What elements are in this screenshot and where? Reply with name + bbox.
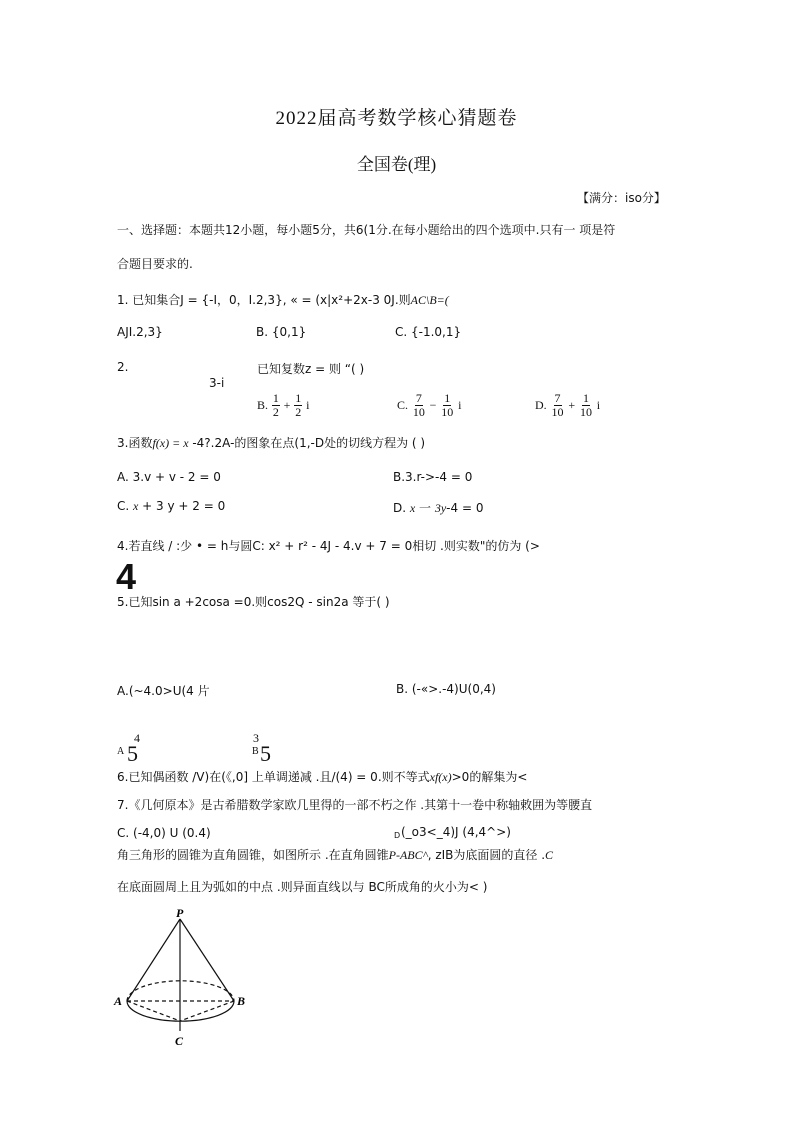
term: 3y xyxy=(434,501,447,515)
numerator: 1 xyxy=(582,391,589,405)
q2-d-frac2 xyxy=(579,392,593,419)
q1-option-c: C. {-1.0,1} xyxy=(395,325,462,339)
imaginary-unit: i xyxy=(596,398,601,412)
question-3-prefix: 3.函数 xyxy=(117,436,153,450)
score-label: 【满分：iso分】 xyxy=(577,191,666,205)
question-3-function: f(x) = x xyxy=(152,436,189,450)
q3-d-label: D. xyxy=(393,501,410,515)
question-1 xyxy=(117,291,449,308)
q2-option-b-label: B. xyxy=(257,398,269,412)
imaginary-unit: i xyxy=(458,398,462,412)
question-7-line2-prefix: 角三角形的圆锥为直角圆锥，如图所示 .在直角圆锥 xyxy=(117,848,389,862)
vertex-b-label: B xyxy=(237,994,246,1008)
q1-option-a: AJI.2,3} xyxy=(117,325,163,339)
denominator: 10 xyxy=(579,405,592,419)
q2-option-b xyxy=(257,392,309,419)
denominator: 10 xyxy=(441,405,454,419)
question-2-denominator: 3-i xyxy=(209,376,225,390)
question-6-expression: xf(x) xyxy=(429,770,452,784)
q5-option-a-numerator: 4 xyxy=(134,731,140,745)
question-7-line1: 7.《几何原本》是古希腊数学家欧几里得的一部不朽之作 .其第十一卷中称轴敕囲为等腰直 xyxy=(117,798,593,812)
q3-option-d xyxy=(393,499,483,516)
question-7-cone-name: P-ABC^ xyxy=(388,848,428,862)
q3-option-a: A. 3.v + v - 2 = 0 xyxy=(117,470,221,484)
question-5: 5.已知sin a +2cosa =0.则cos2Q - sin2a 等于( ) xyxy=(117,595,390,609)
variable: x xyxy=(133,499,139,513)
cone-figure xyxy=(110,905,260,1050)
question-7-point-c: C xyxy=(545,848,554,862)
q2-option-c-label: C. xyxy=(397,398,409,412)
q5-option-a-denominator: 5 xyxy=(127,741,138,766)
denominator: 2 xyxy=(272,405,279,419)
q6-option-d: (_o3<_4)J (4,4^>) xyxy=(401,825,511,839)
q3-c-rest: + 3 y + 2 = 0 xyxy=(138,499,226,513)
cone-edge-pb xyxy=(180,919,234,1001)
q2-c-frac2 xyxy=(440,392,454,419)
question-7-line2-suffix: , zIB为底面圆的直径 . xyxy=(427,848,546,862)
operator: 一 xyxy=(415,501,435,515)
question-7-line2 xyxy=(117,846,553,863)
section-intro-line1: 一、选择题：本题共12小题，每小题5分，共6(1分.在每小题给出的四个选项中.只有一 项是符 xyxy=(117,223,616,237)
question-6 xyxy=(117,768,527,785)
q2-b-frac2 xyxy=(294,392,302,419)
operator: + xyxy=(283,398,291,412)
q5-option-a-label: A xyxy=(117,746,125,757)
q3-c-label: C. xyxy=(117,499,134,513)
q5-option-b-label: B xyxy=(252,746,259,757)
q3-option-b: B.3.r->-4 = 0 xyxy=(393,470,473,484)
large-digit: 4 xyxy=(116,556,137,597)
question-4: 4.若直线 / :少 • = h与圆C: x² + r² - 4J - 4.v + 7 = 0相切 .则实数"的仿为 (> xyxy=(117,539,540,553)
page-title: 2022届高考数学核心猜题卷 xyxy=(275,108,518,129)
q3-option-c xyxy=(117,499,225,514)
denominator: 10 xyxy=(551,405,564,419)
numerator: 1 xyxy=(295,391,302,405)
q6-option-c: C. (-4,0) U (0.4) xyxy=(117,826,211,840)
question-3-suffix: -4?.2A-的图象在点(1,-D处的切线方程为 ( ) xyxy=(188,436,426,450)
vertex-c-label: C xyxy=(175,1034,184,1048)
question-2-number: 2. xyxy=(117,360,129,374)
question-7-line3: 在底面圆周上且为弧如的中点 .则异面直线以与 BC所成角的火小为< ) xyxy=(117,880,488,894)
cone-edge-pa xyxy=(127,919,180,1001)
q4-option-a: A.(~4.0>U(4 片 xyxy=(117,684,210,698)
q4-option-b: B. (-«>.-4)U(0,4) xyxy=(396,682,496,696)
q5-option-b-numerator: 3 xyxy=(253,731,259,745)
q2-d-frac1 xyxy=(551,392,565,419)
numerator: 7 xyxy=(415,391,422,405)
q6-option-d-label: D xyxy=(394,831,401,840)
operator: + xyxy=(568,398,576,412)
q1-option-b: B. {0,1} xyxy=(256,325,307,339)
q2-option-d xyxy=(535,392,600,419)
question-6-suffix: >0的解集为< xyxy=(451,770,528,784)
q2-c-frac1 xyxy=(412,392,426,419)
denominator: 2 xyxy=(295,405,302,419)
denominator: 10 xyxy=(412,405,425,419)
q2-option-d-label: D. xyxy=(535,398,547,412)
q5-option-b-denominator: 5 xyxy=(260,741,271,766)
question-2-stem: 已知复数z = 则 “( ) xyxy=(257,362,365,376)
question-3 xyxy=(117,434,425,451)
q2-option-c xyxy=(397,392,461,419)
variable: x xyxy=(409,501,416,515)
operator: − xyxy=(429,398,437,412)
imaginary-unit: i xyxy=(306,398,310,412)
section-intro-line2: 合题目要求的. xyxy=(117,257,193,271)
page-subtitle: 全国卷(理) xyxy=(356,155,437,174)
vertex-p-label: P xyxy=(176,906,184,920)
q2-b-frac1 xyxy=(272,392,280,419)
question-1-set-expr: AC\B=( xyxy=(410,293,449,307)
question-6-prefix: 6.已知偶函数 /V)在(《,0] 上单调递减 .且/(4) = 0.则不等式 xyxy=(117,770,430,784)
numerator: 1 xyxy=(272,391,279,405)
question-1-stem: 1. 已知集合J = {-I，0，I.2,3}, « = (x|x²+2x-3 0J.则 xyxy=(117,293,411,307)
numerator: 7 xyxy=(554,391,561,405)
numerator: 1 xyxy=(444,391,451,405)
q3-d-rest: -4 = 0 xyxy=(446,501,484,515)
vertex-a-label: A xyxy=(114,994,123,1008)
